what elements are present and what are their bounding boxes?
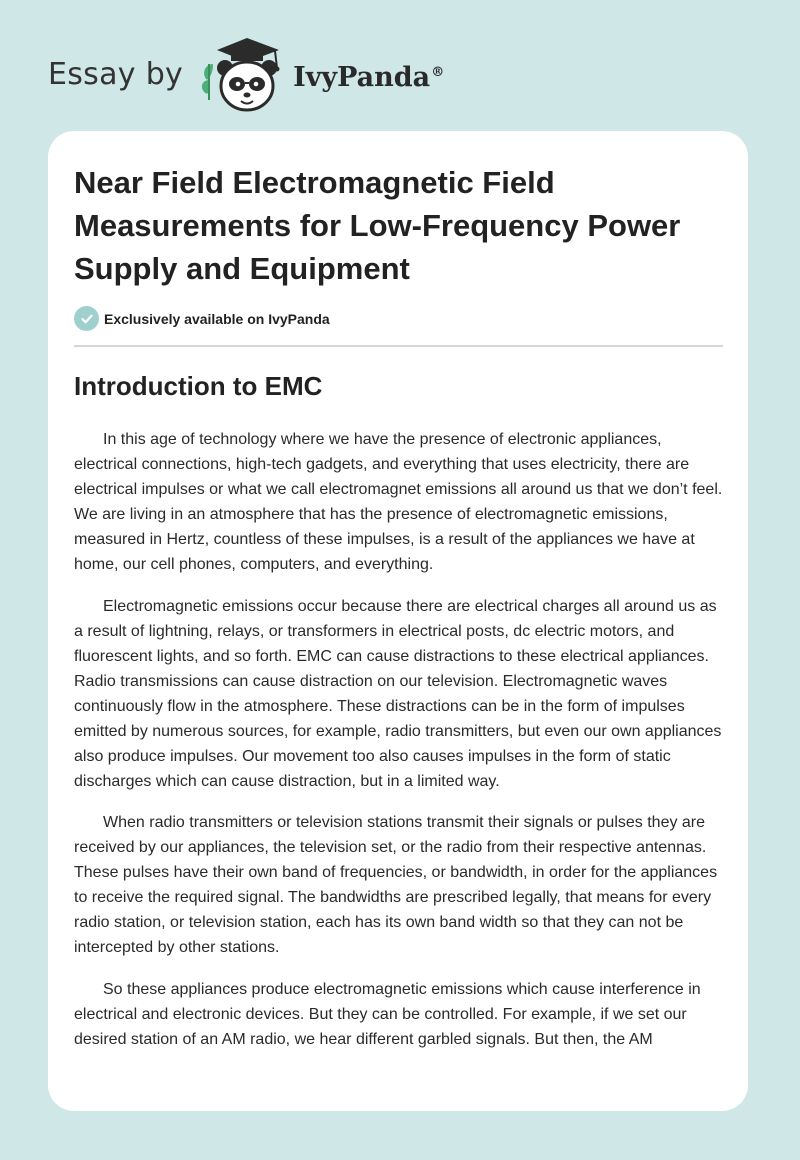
- check-circle-icon: [74, 306, 99, 331]
- paragraph: So these appliances produce electromagnetic emissions which cause interference in electrical and electronic devices. But they can be controlled. For example, if we set our desired station of an AM radio, we hear different garbled signals. But then, the AM: [74, 980, 701, 1048]
- essay-by-label: Essay by: [48, 56, 184, 92]
- paragraph: Electromagnetic emissions occur because there are electrical charges all around us as a result of lightning, relays, or transformers in electrical posts, dc electric motors, and fluorescent lights, and so forth. EMC can cause distractions to these electrical appliances. Radio transmissions can cause distraction on our television. Electromagnetic waves continuously flow in the atmosphere. These distractions can be in the form of impulses emitted by numerous sources, for example, radio transmitters, but even our own appliances also produce impulses. Our movement too also causes impulses in the form of static discharges which can cause distraction, but in a limited way.: [74, 597, 722, 790]
- site-header: [48, 34, 444, 114]
- essay-body: [74, 427, 724, 1068]
- essay-card: [48, 131, 748, 1111]
- section-heading: Introduction to EMC: [74, 371, 323, 401]
- title-divider: [74, 345, 723, 347]
- exclusive-badge-text: Exclusively available on IvyPanda: [104, 310, 330, 327]
- brand-name-text: IvyPanda: [293, 61, 431, 93]
- registered-mark: ®: [431, 64, 445, 80]
- brand-name[interactable]: [293, 62, 444, 93]
- paragraph: In this age of technology where we have the presence of electronic appliances, electrical connections, high-tech gadgets, and everything that uses electricity, there are electrical impulses or what we call electromagnet emissions all around us that we don’t feel. We are living in an atmosphere that has the presence of electromagnetic emissions, measured in Hertz, countless of these impulses, is a result of the appliances we have at home, our cell phones, computers, and everything.: [74, 431, 723, 573]
- exclusive-badge: [74, 306, 330, 331]
- paragraph: When radio transmitters or television stations transmit their signals or pulses they are received by our appliances, the television set, or the radio from their respective antennas. These pulses have their own band of frequencies, or bandwidth, in order for the appliances to receive the required signal. The bandwidths are prescribed legally, that means for every radio station, or television station, each has its own band width so that they can not be intercepted by other stations.: [74, 814, 718, 956]
- panda-graduate-icon[interactable]: [197, 34, 289, 114]
- essay-title: Near Field Electromagnetic Field Measurements for Low-Frequency Power Supply and Equipment: [74, 165, 681, 286]
